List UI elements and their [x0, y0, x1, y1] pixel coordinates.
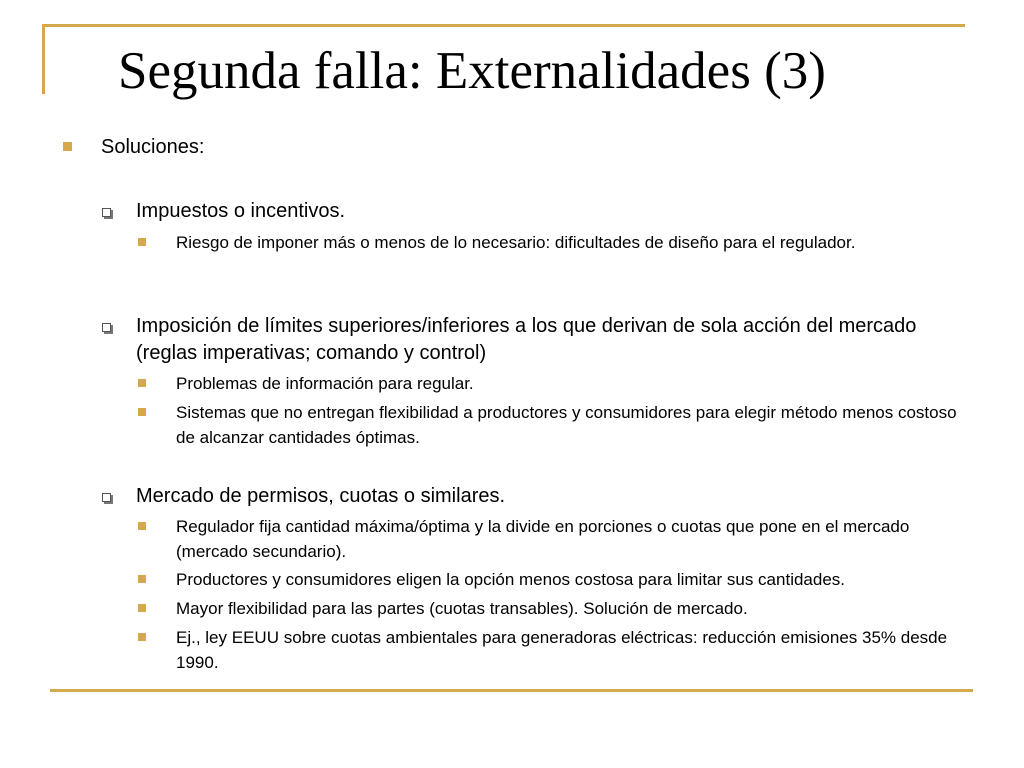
- square-bullet-icon: [138, 575, 146, 583]
- bullet-text: Problemas de información para regular.: [176, 374, 474, 393]
- hollow-square-bullet-icon: [102, 493, 111, 502]
- square-bullet-icon: [138, 522, 146, 530]
- bullet-text: Mercado de permisos, cuotas o similares.: [136, 485, 506, 507]
- bullet-text: Imposición de límites superiores/inferiores a los que derivan de sola acción del mercado (reglas imperativas; comando y control): [136, 315, 917, 364]
- subheading-imposicion-limites: [136, 313, 946, 367]
- bullet-problemas-informacion: [176, 371, 966, 396]
- top-border-line: [42, 24, 965, 27]
- square-bullet-icon: [138, 238, 146, 246]
- bullet-sistemas: [176, 400, 966, 450]
- bullet-productores-consumidores: [176, 567, 966, 592]
- bullet-text: Soluciones:: [101, 136, 205, 158]
- bullet-regulador-fija: [176, 514, 966, 564]
- subheading-impuestos: [136, 198, 946, 225]
- left-border-line: [42, 24, 45, 94]
- bottom-border-line: [50, 689, 973, 692]
- bullet-text: Sistemas que no entregan flexibilidad a productores y consumidores para elegir método menos costoso de alcanzar cantidades óptimas.: [176, 403, 957, 447]
- square-bullet-icon: [138, 604, 146, 612]
- bullet-text: Riesgo de imponer más o menos de lo necesario: dificultades de diseño para el regulador.: [176, 233, 856, 252]
- bullet-ejemplo-eeuu: [176, 625, 966, 675]
- square-bullet-icon: [63, 142, 72, 151]
- square-bullet-icon: [138, 379, 146, 387]
- bullet-text: Mayor flexibilidad para las partes (cuotas transables). Solución de mercado.: [176, 599, 748, 618]
- square-bullet-icon: [138, 633, 146, 641]
- bullet-mayor-flexibilidad: [176, 596, 966, 621]
- slide-title: Segunda falla: Externalidades (3): [118, 42, 826, 100]
- bullet-text: Productores y consumidores eligen la opción menos costosa para limitar sus cantidades.: [176, 570, 846, 589]
- bullet-text: Impuestos o incentivos.: [136, 200, 345, 222]
- hollow-square-bullet-icon: [102, 323, 111, 332]
- subheading-mercado-permisos: [136, 483, 946, 510]
- bullet-text: Regulador fija cantidad máxima/óptima y la divide en porciones o cuotas que pone en el mercado (mercado secundario).: [176, 517, 910, 561]
- bullet-riesgo: [176, 230, 966, 255]
- bullet-soluciones: [101, 135, 204, 159]
- bullet-text: Ej., ley EEUU sobre cuotas ambientales para generadoras eléctricas: reducción emisiones 35% desde 1990.: [176, 628, 948, 672]
- square-bullet-icon: [138, 408, 146, 416]
- hollow-square-bullet-icon: [102, 208, 111, 217]
